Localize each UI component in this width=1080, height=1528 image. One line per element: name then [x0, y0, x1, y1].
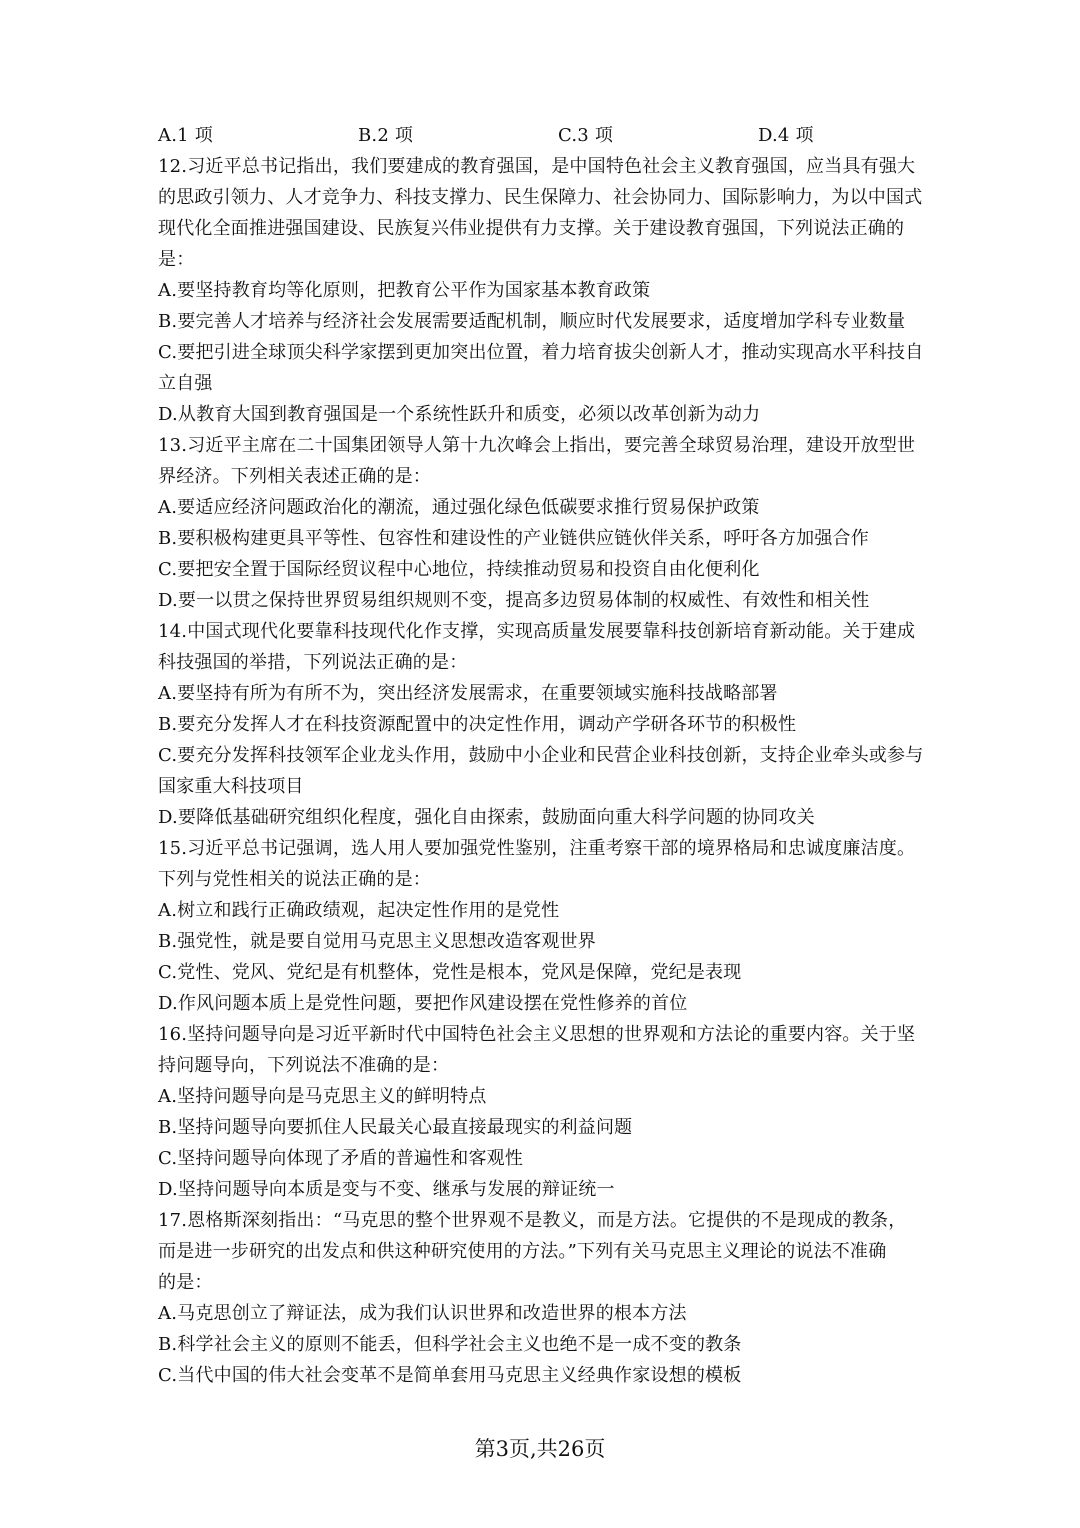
answer-option-c	[158, 1360, 1000, 1391]
answer-option-line: B.要充分发挥人才在科技资源配置中的决定性作用，调动产学研各环节的积极性	[158, 714, 797, 735]
question-stem-line: 17.恩格斯深刻指出：“马克思的整个世界观不是教义，而是方法。它提供的不是现成的教条，	[158, 1210, 907, 1231]
answer-option-b	[158, 523, 1000, 554]
question-item	[158, 616, 1000, 833]
page-content	[158, 120, 1000, 1391]
answer-option-line: D.坚持问题导向本质是变与不变、继承与发展的辩证统一	[158, 1179, 615, 1200]
answer-option-d	[158, 802, 1000, 833]
answer-option-d	[158, 988, 1000, 1019]
question-stem-line: 界经济。下列相关表述正确的是：	[158, 466, 431, 487]
answer-option-line: C.要充分发挥科技领军企业龙头作用，鼓励中小企业和民营企业科技创新，支持企业牵头或参与	[158, 745, 924, 766]
previous-question-options	[158, 120, 1000, 151]
answer-option-line: A.马克思创立了辩证法，成为我们认识世界和改造世界的根本方法	[158, 1303, 687, 1324]
answer-option-line: B.科学社会主义的原则不能丢，但科学社会主义也绝不是一成不变的教条	[158, 1334, 742, 1355]
answer-option-b	[158, 306, 1000, 337]
answer-option-a	[158, 678, 1000, 709]
answer-option-line: D.要一以贯之保持世界贸易组织规则不变，提高多边贸易体制的权威性、有效性和相关性	[158, 590, 870, 611]
answer-option-c	[158, 1143, 1000, 1174]
answer-option-c	[158, 957, 1000, 988]
answer-option-b	[158, 709, 1000, 740]
answer-option-line: A.要坚持教育均等化原则，把教育公平作为国家基本教育政策	[158, 280, 651, 301]
answer-option-line: C.当代中国的伟大社会变革不是简单套用马克思主义经典作家设想的模板	[158, 1365, 742, 1386]
answer-option-line: B.要积极构建更具平等性、包容性和建设性的产业链供应链伙伴关系，呼吁各方加强合作	[158, 528, 869, 549]
answer-option-line: C.坚持问题导向体现了矛盾的普遍性和客观性	[158, 1148, 524, 1169]
answer-option-line: C.要把安全置于国际经贸议程中心地位，持续推动贸易和投资自由化便利化	[158, 559, 760, 580]
answer-option-a	[158, 895, 1000, 926]
question-stem-line: 12.习近平总书记指出，我们要建成的教育强国，是中国特色社会主义教育强国，应当具有强大	[158, 156, 916, 177]
question-stem	[158, 430, 1000, 492]
answer-option-a	[158, 275, 1000, 306]
answer-option-a	[158, 1298, 1000, 1329]
question-stem-line: 持问题导向，下列说法不准确的是：	[158, 1055, 450, 1076]
question-stem-line: 下列与党性相关的说法正确的是：	[158, 869, 431, 890]
page-number: 第3页,共26页	[474, 1437, 606, 1461]
question-stem-line: 现代化全面推进强国建设、民族复兴伟业提供有力支撑。关于建设教育强国，下列说法正确的	[158, 218, 905, 239]
question-stem	[158, 833, 1000, 895]
question-item	[158, 1019, 1000, 1205]
answer-option-line: B.强党性，就是要自觉用马克思主义思想改造客观世界	[158, 931, 596, 952]
answer-option-line: D.从教育大国到教育强国是一个系统性跃升和质变，必须以改革创新为动力	[158, 404, 761, 425]
answer-option-line: A.要坚持有所为有所不为，突出经济发展需求，在重要领域实施科技战略部署	[158, 683, 778, 704]
answer-option-c	[158, 554, 1000, 585]
question-item	[158, 833, 1000, 1019]
answer-option-b	[158, 1329, 1000, 1360]
prev-option-c: C.3 项	[558, 125, 614, 146]
answer-option-line: C.党性、党风、党纪是有机整体，党性是根本，党风是保障，党纪是表现	[158, 962, 742, 983]
answer-option-d	[158, 585, 1000, 616]
question-stem	[158, 616, 1000, 678]
answer-option-c	[158, 740, 1000, 802]
question-stem-line: 的思政引领力、人才竞争力、科技支撑力、民生保障力、社会协同力、国际影响力，为以中国式	[158, 187, 923, 208]
question-stem	[158, 1019, 1000, 1081]
answer-option-line: D.要降低基础研究组织化程度，强化自由探索，鼓励面向重大科学问题的协同攻关	[158, 807, 815, 828]
answer-option-line: A.坚持问题导向是马克思主义的鲜明特点	[158, 1086, 487, 1107]
answer-option-line: C.要把引进全球顶尖科学家摆到更加突出位置，着力培育拔尖创新人才，推动实现高水平科技自	[158, 342, 924, 363]
question-stem	[158, 1205, 1000, 1298]
question-stem-line: 科技强国的举措，下列说法正确的是：	[158, 652, 468, 673]
prev-option-b: B.2 项	[358, 125, 414, 146]
prev-option-a: A.1 项	[158, 125, 213, 146]
question-stem	[158, 151, 1000, 275]
question-stem-line: 是：	[158, 249, 195, 270]
question-stem-line: 16.坚持问题导向是习近平新时代中国特色社会主义思想的世界观和方法论的重要内容。关于坚	[158, 1024, 916, 1045]
question-item	[158, 151, 1000, 430]
answer-option-line: D.作风问题本质上是党性问题，要把作风建设摆在党性修养的首位	[158, 993, 688, 1014]
question-item	[158, 430, 1000, 616]
question-stem-line: 的是：	[158, 1272, 213, 1293]
question-item	[158, 1205, 1000, 1391]
answer-option-a	[158, 492, 1000, 523]
answer-option-a	[158, 1081, 1000, 1112]
question-stem-line: 13.习近平主席在二十国集团领导人第十九次峰会上指出，要完善全球贸易治理，建设开放型世	[158, 435, 916, 456]
answer-option-d	[158, 399, 1000, 430]
answer-option-line: 国家重大科技项目	[158, 776, 304, 797]
answer-option-line: A.树立和践行正确政绩观，起决定性作用的是党性	[158, 900, 560, 921]
answer-option-b	[158, 1112, 1000, 1143]
answer-option-line: B.坚持问题导向要抓住人民最关心最直接最现实的利益问题	[158, 1117, 633, 1138]
question-stem-line: 而是进一步研究的出发点和供这种研究使用的方法。”下列有关马克思主义理论的说法不准确	[158, 1241, 887, 1262]
answer-option-line: 立自强	[158, 373, 213, 394]
prev-option-d: D.4 项	[758, 125, 814, 146]
answer-option-b	[158, 926, 1000, 957]
answer-option-line: B.要完善人才培养与经济社会发展需要适配机制，顺应时代发展要求，适度增加学科专业数量	[158, 311, 906, 332]
answer-option-d	[158, 1174, 1000, 1205]
question-list	[158, 151, 1000, 1391]
question-stem-line: 15.习近平总书记强调，选人用人要加强党性鉴别，注重考察干部的境界格局和忠诚度廉洁度。	[158, 838, 916, 859]
answer-option-c	[158, 337, 1000, 399]
answer-option-line: A.要适应经济问题政治化的潮流，通过强化绿色低碳要求推行贸易保护政策	[158, 497, 760, 518]
question-stem-line: 14.中国式现代化要靠科技现代化作支撑，实现高质量发展要靠科技创新培育新动能。关于建成	[158, 621, 916, 642]
